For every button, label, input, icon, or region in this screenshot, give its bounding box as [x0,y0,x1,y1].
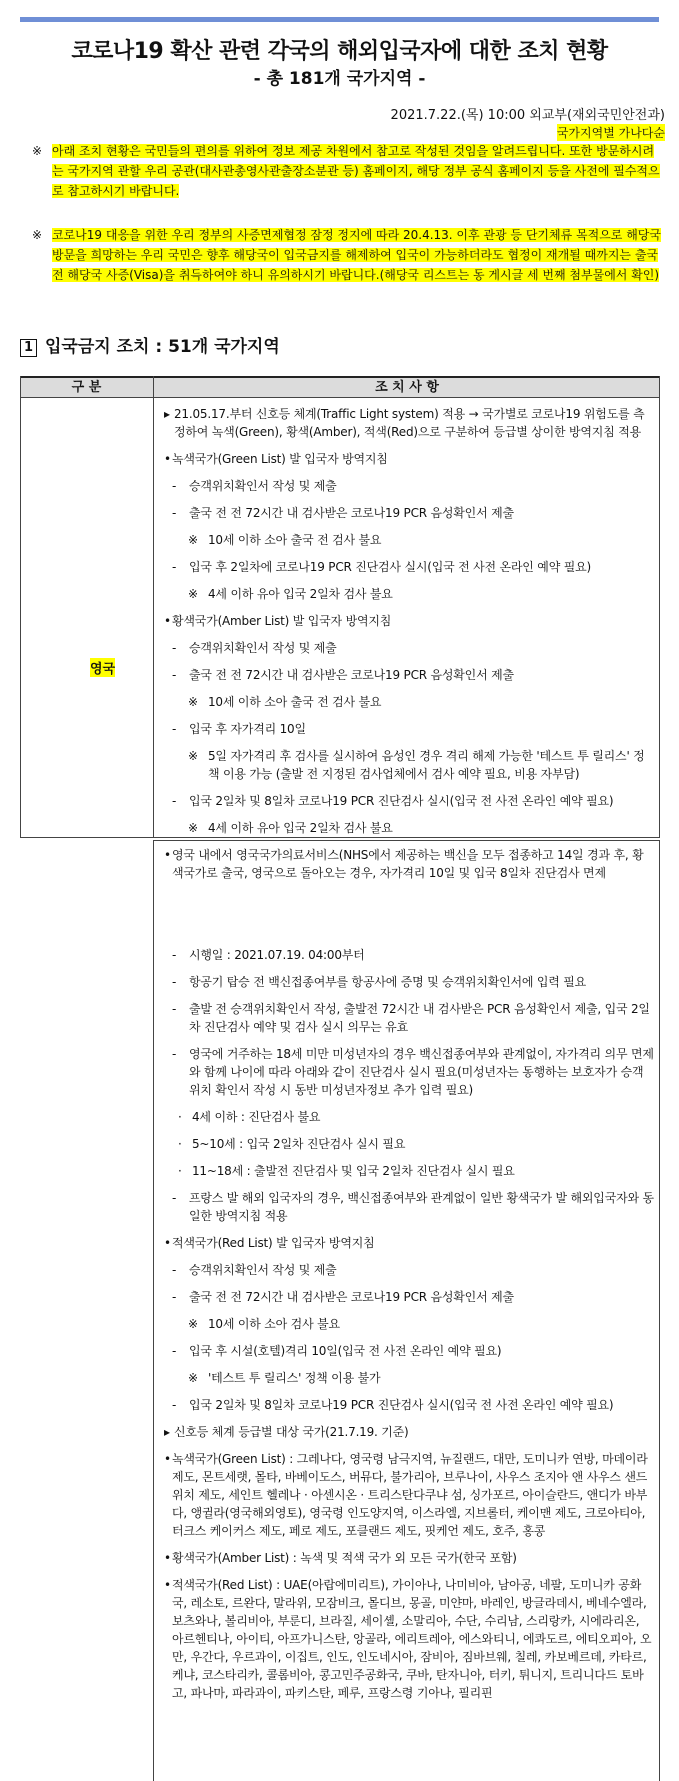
list-text: 5일 자가격리 후 검사를 실시하여 음성인 경우 격리 해제 가능한 '테스트 투 릴리스' 정책 이용 가능 (출발 전 지정된 검사업체에서 검사 예약 필요, 비용 자부담) [208,749,645,781]
list-item [164,693,654,711]
list-item [164,585,654,603]
list-text: 신호등 체계 등급별 대상 국가(21.7.19. 기준) [174,1425,409,1439]
dateline: 2021.7.22.(목) 10:00 외교부(재외국민안전과) [390,108,665,123]
notice-mark: ※ [32,144,43,158]
list-text: 녹색국가(Green List) 발 입국자 방역지침 [172,452,388,466]
list-text: 입국 후 2일차에 코로나19 PCR 진단검사 실시(입국 전 사전 온라인 예약 필요) [189,560,591,574]
list-text: 승객위치확인서 작성 및 제출 [189,641,337,655]
list-item [164,1189,654,1225]
measures-list-uk-continued [164,946,654,1711]
table-border-right [659,376,660,838]
table-column-divider [153,376,154,838]
country-label: 영국 [90,658,115,677]
list-text: 시행일 : 2021.07.19. 04:00부터 [189,948,365,962]
list-marker: - [172,1290,177,1304]
table-header-category: 구 분 [20,378,153,398]
list-text: 황색국가(Amber List) : 녹색 및 적색 국가 외 모든 국가(한국 포함) [172,1551,517,1565]
header-rule [20,17,659,22]
list-marker: • [164,1452,171,1466]
list-item [164,1108,654,1126]
list-marker: - [172,668,177,682]
list-item [164,531,654,549]
list-marker: - [172,722,177,736]
list-text: 출국 전 전 72시간 내 검사받은 코로나19 PCR 음성확인서 제출 [189,1290,514,1304]
list-item [164,1576,654,1702]
page-subtitle: - 총 181개 국가지역 - [253,69,426,89]
list-item [164,1369,654,1387]
list-text: 입국 2일차 및 8일차 코로나19 PCR 진단검사 실시(입국 전 사전 온라인 예약 필요) [189,1398,614,1412]
list-text: 녹색국가(Green List) : 그레나다, 영국령 남극지역, 뉴질랜드, 대만, 도미니카 연방, 마데이라 제도, 몬트세랫, 몰타, 바베이도스, 버뮤다, 불가리아, 브루나이, 사우스 조지아 앤 사우스 샌드위치 제도, 세인트 헬레나 · 아센시온 · 트리스탄다쿠냐 섬, 싱가포르, 아이슬란드, 앤디가 바부다, 앵귈라(영국해외영토), 영국령 인도양지역, 이스라엘, 지브롤터, 케이맨 제도, 크로아티아, 터크스 케이커스 제도, 페로 제도, 포클랜드 제도, 핏케언 제도, 호주, 홍콩 [172,1452,648,1538]
table-border-left [20,376,21,838]
list-marker: - [172,1002,177,1016]
list-item [164,1423,654,1441]
list-text: '테스트 투 릴리스' 정책 이용 불가 [208,1371,381,1385]
list-item [164,504,654,522]
notice-mark: ※ [32,228,43,242]
list-item [164,450,654,468]
list-marker: ※ [188,1371,198,1385]
list-marker: - [172,479,177,493]
list-text: 10세 이하 소아 검사 불요 [208,1317,340,1331]
list-item [164,1315,654,1333]
list-marker: • [164,1236,171,1250]
list-text: 출국 전 전 72시간 내 검사받은 코로나19 PCR 음성확인서 제출 [189,668,514,682]
list-item [164,946,654,964]
list-text: 영국에 거주하는 18세 미만 미성년자의 경우 백신접종여부와 관계없이, 자가격리 의무 면제와 함께 나이에 따라 아래와 같이 진단검사 실시 필요(미성년자는 동행하는 보호자가 승객위치 확인서 작성 시 동반 미성년자정보 추가 입력 필요) [189,1047,654,1097]
list-item [164,405,654,441]
section-heading [20,332,280,357]
list-marker: ※ [188,695,198,709]
list-marker: - [172,506,177,520]
list-marker: ※ [188,749,198,763]
list-item [164,747,654,783]
table-border-right-2 [659,840,660,1781]
list-item [164,1342,654,1360]
list-text: 10세 이하 소아 출국 전 검사 불요 [208,533,382,547]
list-item [164,973,654,991]
notice-text: 아래 조치 현황은 국민들의 편의를 위하여 정보 제공 차원에서 참고로 작성된 것임을 알려드립니다. 또한 방문하시려는 국가지역 관할 우리 공관(대사관총영사관출장소분관 등) 홈페이지, 해당 정부 공식 홈페이지 등을 사전에 필수적으로 참고하시기 바랍니다. [52,144,660,198]
list-marker: · [178,1137,182,1151]
list-item [164,1261,654,1279]
list-item [164,1045,654,1099]
page-title: 코로나19 확산 관련 각국의 해외입국자에 대한 조치 현황 [71,39,608,64]
list-text: 황색국가(Amber List) 발 입국자 방역지침 [172,614,392,628]
list-text: 영국 내에서 영국국가의료서비스(NHS에서 제공하는 백신을 모두 접종하고 14일 경과 후, 황색국가로 출국, 영국으로 돌아오는 경우, 자가격리 10일 및 입국 8일차 진단검사 면제 [172,848,644,880]
list-marker: ※ [188,1317,198,1331]
table-header-measures: 조 치 사 항 [154,378,660,398]
list-text: 4세 이하 : 진단검사 불요 [192,1110,321,1124]
list-text: 출발 전 승객위치확인서 작성, 출발전 72시간 내 검사받은 PCR 음성확인서 제출, 입국 2일차 진단검사 예약 및 검사 실시 의무는 유효 [189,1002,650,1034]
list-marker: - [172,641,177,655]
list-marker: - [172,1344,177,1358]
list-marker: - [172,1398,177,1412]
list-text: 승객위치확인서 작성 및 제출 [189,479,337,493]
list-text: 21.05.17.부터 신호등 체계(Traffic Light system) 적용 → 국가별로 코로나19 위험도를 측정하여 녹색(Green), 황색(Amber), 적색(Red)으로 구분하여 등급별 상이한 방역지침 적용 [174,407,645,439]
list-item [164,1135,654,1153]
list-marker: - [172,794,177,808]
list-item [164,1000,654,1036]
list-item [164,558,654,576]
list-marker: - [172,1191,177,1205]
list-marker: ※ [188,587,198,601]
list-item [164,666,654,684]
section-title: 입국금지 조치 : 51개 국가지역 [45,337,280,357]
list-item [164,639,654,657]
list-text: 입국 2일차 및 8일차 코로나19 PCR 진단검사 실시(입국 전 사전 온라인 예약 필요) [189,794,614,808]
list-item [164,720,654,738]
list-item [164,1549,654,1567]
list-marker: ※ [188,533,198,547]
list-item [164,1396,654,1414]
notice-2 [32,225,664,285]
list-item [164,612,654,630]
list-marker: - [172,1263,177,1277]
list-text: 4세 이하 유아 입국 2일차 검사 불요 [208,821,393,835]
list-text: 적색국가(Red List) : UAE(아랍에미리트), 가이아나, 나미비아, 남아공, 네팔, 도미니카 공화국, 레소토, 르완다, 말라위, 모잠비크, 몰디브, 몽골, 미얀마, 바레인, 방글라데시, 베네수엘라, 보츠와나, 볼리비아, 부룬디, 브라질, 세이셸, 소말리아, 수단, 수리남, 스리랑카, 시에라리온, 아르헨티나, 아이티, 아프가니스탄, 앙골라, 에리트레아, 에스와티니, 에콰도르, 에티오피아, 오만, 우간다, 우르과이, 이집트, 인도, 인도네시아, 잠비아, 짐바브웨, 칠레, 카보베르데, 카타르, 케냐, 코스타리카, 콜롬비아, 콩고민주공화국, 쿠바, 탄자니아, 터키, 튀니지, 트리니다드 토바고, 파나마, 파라과이, 파키스탄, 페루, 프랑스령 기아나, 필리핀 [172,1578,652,1700]
list-text: 출국 전 전 72시간 내 검사받은 코로나19 PCR 음성확인서 제출 [189,506,514,520]
table-column-divider-2 [153,840,154,1781]
list-item [164,1234,654,1252]
list-marker: ▸ [164,1425,170,1439]
list-marker: ※ [188,821,198,835]
order-guide: 국가지역별 가나다순 [556,126,665,140]
section-number: 1 [20,339,37,357]
list-item [164,1450,654,1540]
list-marker: - [172,948,177,962]
notice-1 [32,141,664,201]
list-item [164,1288,654,1306]
list-marker: - [172,560,177,574]
list-item [164,1162,654,1180]
list-marker: • [164,614,171,628]
list-text: 항공기 탑승 전 백신접종여부를 항공사에 증명 및 승객위치확인서에 입력 필요 [189,975,587,989]
list-marker: · [178,1110,182,1124]
measures-list-uk [164,405,654,891]
list-marker: • [164,1578,171,1592]
list-text: 10세 이하 소아 출국 전 검사 불요 [208,695,382,709]
list-text: 프랑스 발 해외 입국자의 경우, 백신접종여부와 관계없이 일반 황색국가 발 해외입국자와 동일한 방역지침 적용 [189,1191,654,1223]
list-marker: - [172,1047,177,1061]
list-marker: ▸ [164,407,170,421]
list-text: 적색국가(Red List) 발 입국자 방역지침 [172,1236,375,1250]
list-marker: • [164,848,171,862]
list-text: 입국 후 시설(호텔)격리 10일(입국 전 사전 온라인 예약 필요) [189,1344,502,1358]
list-text: 승객위치확인서 작성 및 제출 [189,1263,337,1277]
list-text: 4세 이하 유아 입국 2일차 검사 불요 [208,587,393,601]
notice-text: 코로나19 대응을 위한 우리 정부의 사증면제협정 잠정 정지에 따라 20.4.13. 이후 관광 등 단기체류 목적으로 해당국 방문을 희망하는 우리 국민은 향후 해당국이 입국금지를 해제하여 입국이 가능하더라도 협정이 재개될 때까지는 출국 전 해당국 사증(Visa)을 취득하여야 하니 유의하시기 바랍니다.(해당국 리스트는 동 게시글 세 번째 첨부물에서 확인) [52,228,661,282]
list-text: 입국 후 자가격리 10일 [189,722,306,736]
list-text: 11~18세 : 출발전 진단검사 및 입국 2일차 진단검사 실시 필요 [192,1164,515,1178]
list-item [164,477,654,495]
list-item [164,846,654,882]
list-item [164,819,654,837]
list-item [164,792,654,810]
list-text: 5~10세 : 입국 2일차 진단검사 실시 필요 [192,1137,406,1151]
list-marker: • [164,1551,171,1565]
list-marker: · [178,1164,182,1178]
list-marker: - [172,975,177,989]
list-marker: • [164,452,171,466]
